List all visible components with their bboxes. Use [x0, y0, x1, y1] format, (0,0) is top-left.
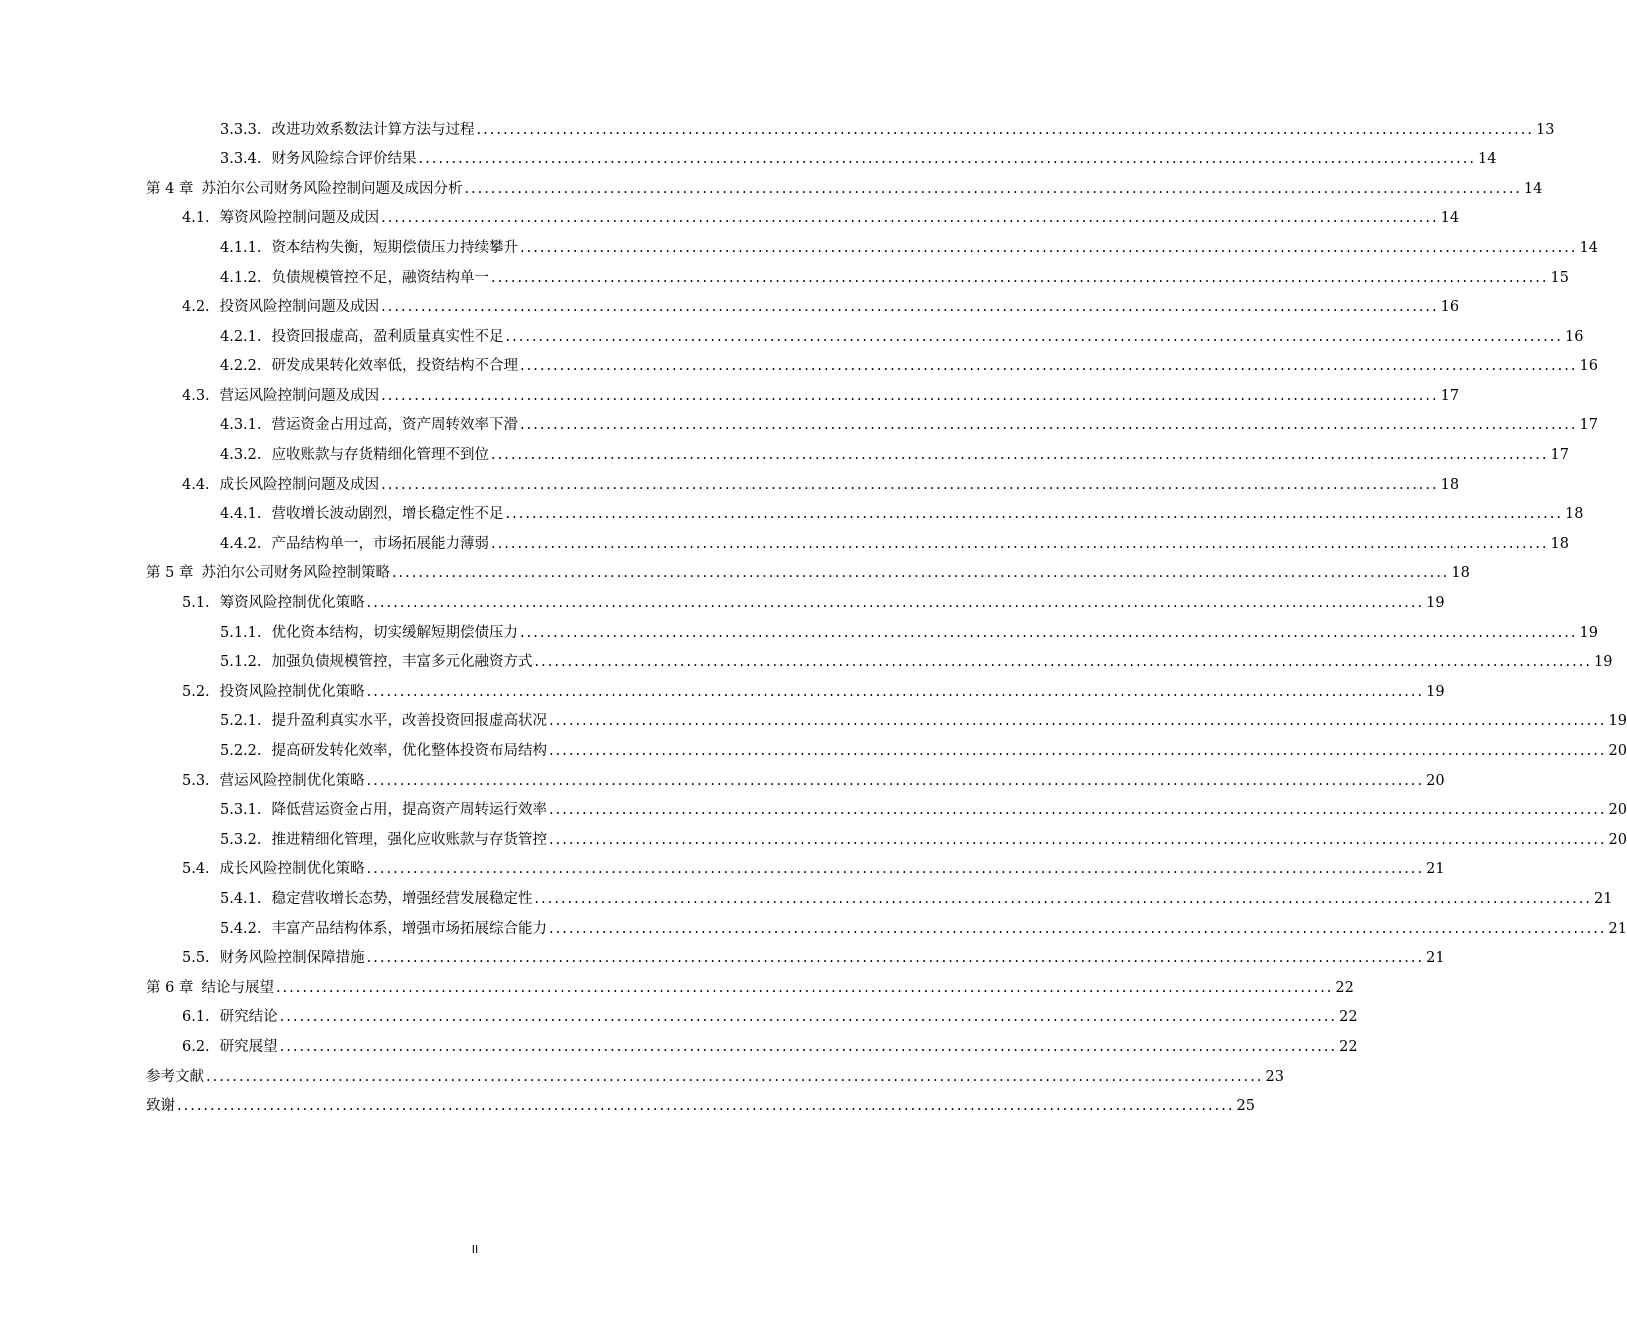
toc-entry-number: 5.4. [182, 861, 210, 878]
toc-entry-page: 18 [1564, 506, 1584, 523]
toc-dot-leader: ................................................................................................................................................................ [549, 802, 1607, 819]
toc-entry-number: 5.5. [182, 950, 210, 967]
toc-entry[interactable] [146, 1092, 1255, 1122]
toc-entry-title: 提高研发转化效率，优化整体投资布局结构 [271, 743, 548, 760]
toc-dot-leader: ................................................................................................................................................................ [549, 743, 1607, 760]
toc-entry-page: 20 [1608, 831, 1627, 848]
toc-entry[interactable] [146, 618, 1598, 648]
toc-dot-leader: ................................................................................................................................................................ [279, 1038, 1338, 1055]
toc-entry[interactable] [146, 559, 1470, 589]
toc-dot-leader: ................................................................................................................................................................ [520, 239, 1578, 256]
toc-entry[interactable] [146, 855, 1445, 885]
toc-entry-title: 加强负债规模管控，丰富多元化融资方式 [271, 654, 533, 671]
table-of-contents [146, 115, 1627, 1121]
toc-entry-title: 资本结构失衡，短期偿债压力持续攀升 [271, 239, 519, 256]
toc-entry-number: 4.1. [182, 210, 210, 227]
toc-entry-page: 20 [1608, 743, 1627, 760]
toc-entry[interactable] [146, 145, 1497, 175]
toc-entry-page: 18 [1550, 535, 1569, 552]
toc-entry-page: 21 [1426, 861, 1445, 878]
page-number: II [471, 1243, 479, 1256]
toc-dot-leader: ................................................................................................................................................................ [381, 476, 1439, 493]
toc-entry[interactable] [146, 766, 1445, 796]
toc-entry-number: 第 4 章 [146, 180, 194, 197]
toc-entry-title: 研发成果转化效率低，投资结构不合理 [271, 358, 519, 375]
toc-dot-leader: ................................................................................................................................................................ [279, 1009, 1338, 1026]
toc-entry-page: 14 [1477, 151, 1497, 168]
toc-entry-title: 财务风险控制保障措施 [219, 950, 365, 967]
toc-dot-leader: ................................................................................................................................................................ [491, 269, 1549, 286]
toc-entry[interactable] [146, 736, 1627, 766]
toc-entry[interactable] [146, 263, 1569, 293]
toc-entry-title: 投资回报虚高，盈利质量真实性不足 [271, 328, 504, 345]
toc-entry-number: 4.3.2. [220, 447, 262, 464]
toc-entry[interactable] [146, 648, 1613, 678]
toc-entry[interactable] [146, 441, 1569, 471]
toc-entry[interactable] [146, 352, 1598, 382]
toc-entry-page: 14 [1523, 180, 1543, 197]
toc-dot-leader: ................................................................................................................................................................ [520, 417, 1578, 434]
toc-entry-title: 营收增长波动剧烈，增长稳定性不足 [271, 506, 504, 523]
toc-entry-number: 5.2. [182, 683, 210, 700]
toc-entry-page: 22 [1339, 1038, 1358, 1055]
toc-entry-page: 21 [1426, 950, 1445, 967]
toc-entry-number: 4.3.1. [220, 417, 262, 434]
toc-dot-leader: ................................................................................................................................................................ [366, 861, 1425, 878]
toc-entry-page: 13 [1535, 121, 1555, 138]
toc-entry-page: 14 [1440, 210, 1460, 227]
toc-dot-leader: ................................................................................................................................................................ [505, 328, 1563, 345]
toc-dot-leader: ................................................................................................................................................................ [520, 624, 1578, 641]
toc-entry-page: 21 [1593, 890, 1613, 907]
toc-entry-number: 5.3. [182, 772, 210, 789]
toc-entry-title: 苏泊尔公司财务风险控制问题及成因分析 [201, 180, 463, 197]
toc-entry-number: 4.1.1. [220, 239, 262, 256]
toc-dot-leader: ................................................................................................................................................................ [275, 979, 1334, 996]
toc-dot-leader: ................................................................................................................................................................ [505, 506, 1563, 523]
toc-entry-title: 投资风险控制问题及成因 [219, 299, 380, 316]
toc-entry[interactable] [146, 174, 1543, 204]
toc-entry-title: 筹资风险控制优化策略 [219, 595, 365, 612]
toc-dot-leader: ................................................................................................................................................................ [366, 772, 1425, 789]
toc-entry-number: 6.1. [182, 1009, 210, 1026]
toc-entry-title: 营运风险控制问题及成因 [219, 387, 380, 404]
toc-entry-number: 3.3.4. [220, 151, 262, 168]
toc-entry-title: 降低营运资金占用，提高资产周转运行效率 [271, 802, 548, 819]
toc-entry-page: 18 [1451, 565, 1470, 582]
toc-entry[interactable] [146, 500, 1584, 530]
toc-entry-title: 投资风险控制优化策略 [219, 683, 365, 700]
toc-entry[interactable] [146, 707, 1627, 737]
toc-entry-page: 21 [1608, 920, 1627, 937]
toc-entry[interactable] [146, 322, 1584, 352]
toc-entry-number: 6.2. [182, 1038, 210, 1055]
toc-entry-number: 4.2.1. [220, 328, 262, 345]
toc-entry-page: 14 [1579, 239, 1598, 256]
toc-entry-number: 5.2.2. [220, 743, 262, 760]
toc-entry-page: 17 [1550, 447, 1569, 464]
toc-entry-title: 推进精细化管理，强化应收账款与存货管控 [271, 831, 548, 848]
toc-entry[interactable] [146, 204, 1460, 234]
toc-dot-leader: ................................................................................................................................................................ [177, 1098, 1235, 1115]
toc-entry-number: 4.2.2. [220, 358, 262, 375]
toc-entry-page: 20 [1608, 802, 1627, 819]
toc-entry-title: 致谢 [146, 1098, 175, 1115]
toc-entry-page: 20 [1426, 772, 1445, 789]
toc-entry-title: 稳定营收增长态势，增强经营发展稳定性 [271, 890, 533, 907]
toc-entry-page: 25 [1236, 1098, 1255, 1115]
toc-dot-leader: ................................................................................................................................................................ [206, 1068, 1264, 1085]
toc-dot-leader: ................................................................................................................................................................ [549, 831, 1607, 848]
toc-entry-page: 23 [1265, 1068, 1284, 1085]
toc-entry[interactable] [146, 973, 1354, 1003]
toc-dot-leader: ................................................................................................................................................................ [464, 180, 1522, 197]
toc-dot-leader: ................................................................................................................................................................ [366, 950, 1425, 967]
toc-entry-title: 优化资本结构，切实缓解短期偿债压力 [271, 624, 519, 641]
toc-entry-page: 22 [1335, 979, 1354, 996]
toc-entry[interactable] [146, 1003, 1358, 1033]
toc-entry-title: 改进功效系数法计算方法与过程 [271, 121, 475, 138]
toc-dot-leader: ................................................................................................................................................................ [534, 890, 1592, 907]
toc-entry-title: 苏泊尔公司财务风险控制策略 [201, 565, 390, 582]
toc-entry-number: 5.3.2. [220, 831, 262, 848]
toc-entry-title: 应收账款与存货精细化管理不到位 [271, 447, 490, 464]
toc-dot-leader: ................................................................................................................................................................ [366, 595, 1425, 612]
toc-entry-title: 参考文献 [146, 1068, 204, 1085]
toc-entry[interactable] [146, 411, 1598, 441]
toc-entry[interactable] [146, 233, 1598, 263]
toc-entry-number: 5.4.2. [220, 920, 262, 937]
toc-dot-leader: ................................................................................................................................................................ [520, 358, 1578, 375]
toc-entry-title: 研究展望 [219, 1038, 278, 1055]
toc-entry[interactable] [146, 825, 1627, 855]
toc-entry[interactable] [146, 589, 1445, 619]
toc-entry[interactable] [146, 470, 1460, 500]
toc-entry-page: 19 [1608, 713, 1627, 730]
toc-entry-number: 5.4.1. [220, 890, 262, 907]
toc-entry-number: 4.3. [182, 387, 210, 404]
toc-entry-number: 4.4. [182, 476, 210, 493]
toc-entry-title: 营运风险控制优化策略 [219, 772, 365, 789]
toc-entry-number: 5.2.1. [220, 713, 262, 730]
toc-entry-number: 4.1.2. [220, 269, 262, 286]
toc-entry-title: 丰富产品结构体系，增强市场拓展综合能力 [271, 920, 548, 937]
toc-entry-number: 第 5 章 [146, 565, 194, 582]
toc-entry-title: 负债规模管控不足，融资结构单一 [271, 269, 490, 286]
toc-entry-page: 22 [1339, 1009, 1358, 1026]
toc-entry-page: 17 [1579, 417, 1598, 434]
toc-entry-title: 产品结构单一，市场拓展能力薄弱 [271, 535, 490, 552]
toc-dot-leader: ................................................................................................................................................................ [381, 210, 1439, 227]
toc-entry[interactable] [146, 914, 1627, 944]
toc-entry-title: 提升盈利真实水平，改善投资回报虚高状况 [271, 713, 548, 730]
toc-dot-leader: ................................................................................................................................................................ [491, 535, 1549, 552]
toc-dot-leader: ................................................................................................................................................................ [391, 565, 1450, 582]
toc-entry-number: 5.3.1. [220, 802, 262, 819]
toc-entry-page: 16 [1440, 299, 1460, 316]
toc-entry-title: 研究结论 [219, 1009, 278, 1026]
toc-entry-title: 营运资金占用过高，资产周转效率下滑 [271, 417, 519, 434]
toc-entry-title: 成长风险控制问题及成因 [219, 476, 380, 493]
toc-entry[interactable] [146, 1032, 1358, 1062]
toc-dot-leader: ................................................................................................................................................................ [549, 713, 1607, 730]
toc-entry-title: 结论与展望 [201, 979, 274, 996]
toc-entry[interactable] [146, 529, 1569, 559]
toc-dot-leader: ................................................................................................................................................................ [381, 299, 1439, 316]
toc-dot-leader: ................................................................................................................................................................ [491, 447, 1549, 464]
toc-entry-number: 4.2. [182, 299, 210, 316]
toc-entry-page: 19 [1579, 624, 1598, 641]
toc-entry-title: 成长风险控制优化策略 [219, 861, 365, 878]
toc-entry-number: 5.1. [182, 595, 210, 612]
toc-entry-page: 16 [1564, 328, 1584, 345]
toc-entry[interactable] [146, 381, 1460, 411]
toc-dot-leader: ................................................................................................................................................................ [476, 121, 1534, 138]
toc-dot-leader: ................................................................................................................................................................ [381, 387, 1439, 404]
toc-entry-page: 19 [1426, 683, 1445, 700]
toc-entry-title: 财务风险综合评价结果 [271, 151, 417, 168]
toc-entry[interactable] [146, 884, 1613, 914]
toc-dot-leader: ................................................................................................................................................................ [366, 683, 1425, 700]
toc-entry-page: 18 [1440, 476, 1460, 493]
toc-entry[interactable] [146, 944, 1445, 974]
toc-entry[interactable] [146, 796, 1627, 826]
toc-entry-number: 3.3.3. [220, 121, 262, 138]
toc-entry-number: 4.4.1. [220, 506, 262, 523]
toc-entry-page: 19 [1426, 595, 1445, 612]
toc-entry[interactable] [146, 115, 1555, 145]
toc-entry-number: 4.4.2. [220, 535, 262, 552]
toc-entry-number: 第 6 章 [146, 979, 194, 996]
toc-entry[interactable] [146, 677, 1445, 707]
toc-dot-leader: ................................................................................................................................................................ [534, 654, 1592, 671]
toc-entry-number: 5.1.1. [220, 624, 262, 641]
toc-entry[interactable] [146, 1062, 1284, 1092]
toc-dot-leader: ................................................................................................................................................................ [418, 151, 1476, 168]
toc-entry-title: 筹资风险控制问题及成因 [219, 210, 380, 227]
toc-dot-leader: ................................................................................................................................................................ [549, 920, 1607, 937]
toc-entry-page: 16 [1579, 358, 1598, 375]
toc-entry-page: 17 [1440, 387, 1460, 404]
toc-entry-number: 5.1.2. [220, 654, 262, 671]
toc-entry-page: 15 [1550, 269, 1569, 286]
toc-entry-page: 19 [1593, 654, 1613, 671]
toc-entry[interactable] [146, 293, 1460, 323]
